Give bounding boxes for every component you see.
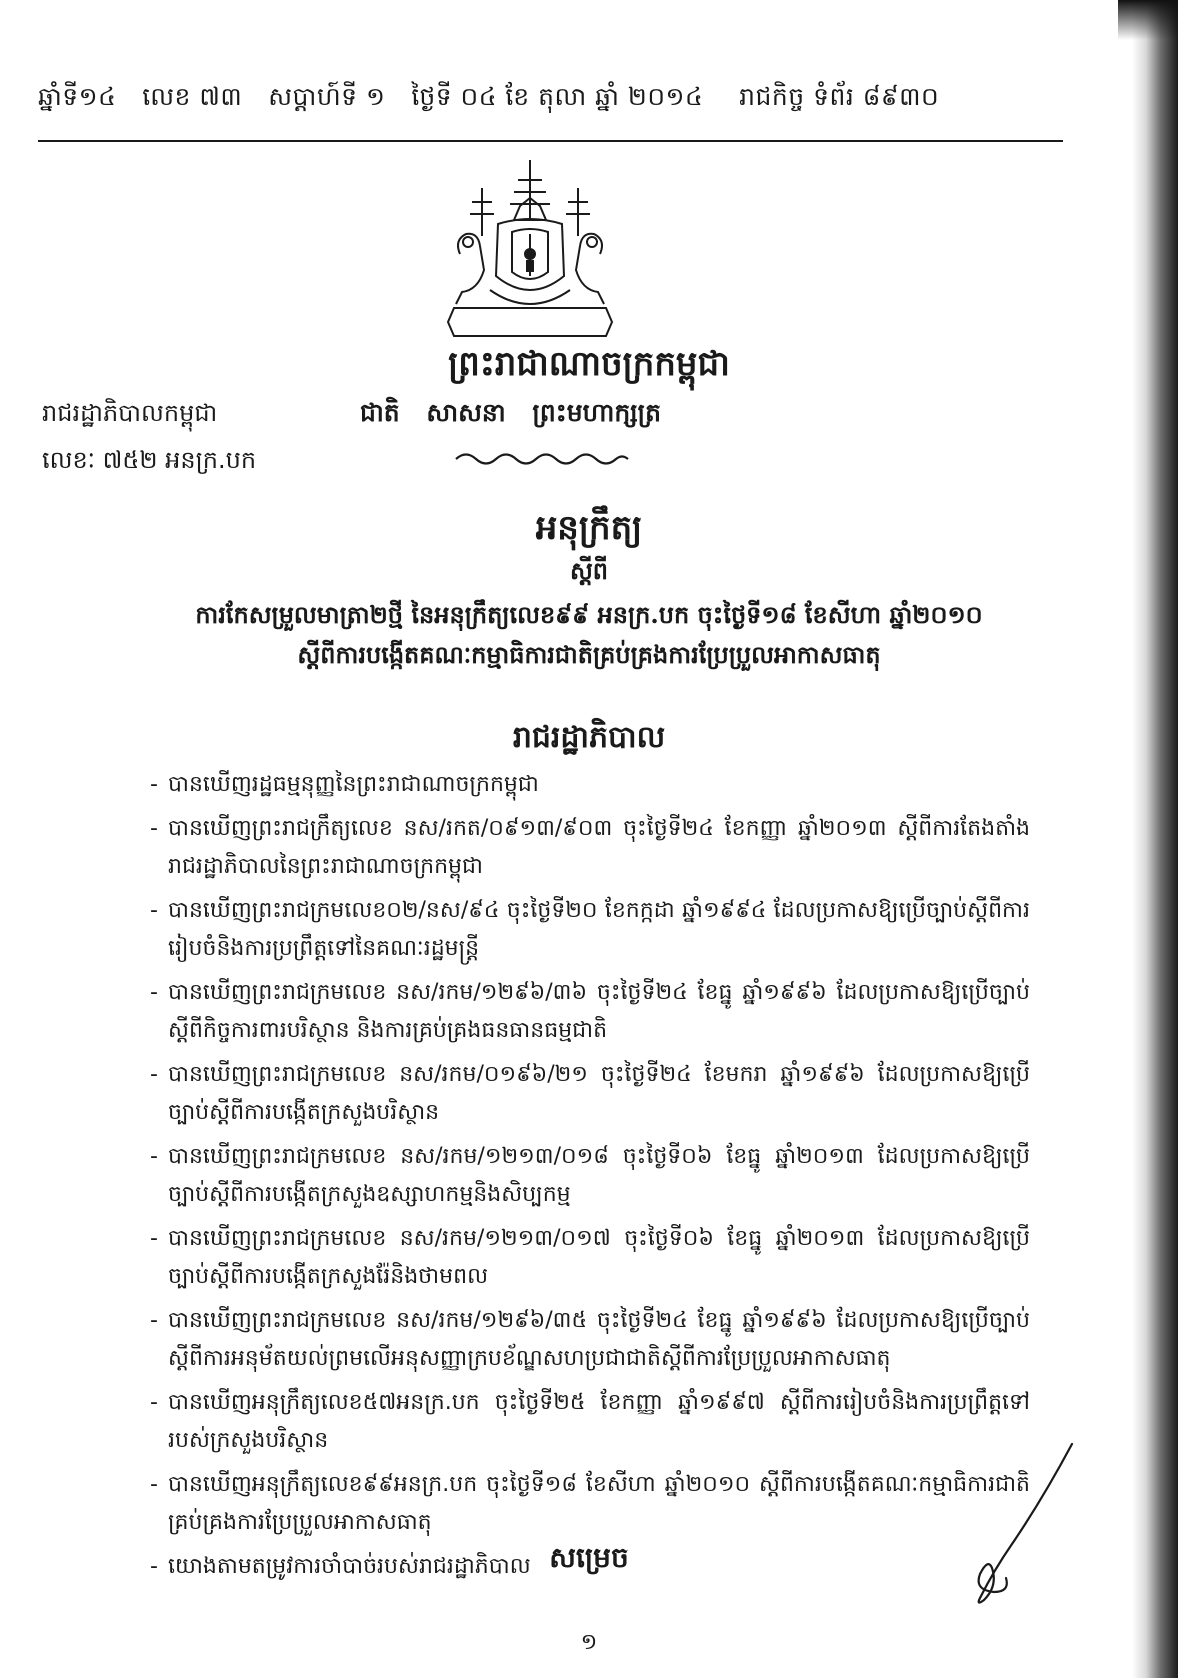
document-subject-line-2: ស្តីពីការបង្កើតគណៈកម្មាធិការជាតិគ្រប់គ្រងការប្រែប្រួលអាកាសធាតុ	[297, 640, 881, 669]
issuing-authority: រាជរដ្ឋាភិបាលកម្ពុជា	[42, 399, 218, 427]
scan-corner-shadow	[1118, 0, 1178, 40]
header-date: ថ្ងៃទី ០៤ ខែ តុលា ឆ្នាំ ២០១៤	[411, 82, 704, 111]
gazette-header	[38, 82, 1058, 118]
header-page-reference: រាជកិច្ច ទំព័រ ៨៩៣០	[739, 82, 940, 111]
scan-page-edge	[1132, 0, 1178, 1678]
decree-reference-number: លេខៈ ៧៥២ អនក្រ.បក	[42, 446, 257, 474]
kingdom-name: ព្រះរាជាណាចក្រកម្ពុជា	[448, 344, 730, 384]
preamble-item: - បានឃើញព្រះរាជក្រឹត្យលេខ នស/រកត/០៩១៣/៩០៣ ចុះថ្ងៃទី២៤ ខែកញ្ញា ឆ្នាំ២០១៣ ស្តីពីការតែងតាំងរាជរដ្ឋាភិបាលនៃព្រះរាជាណាចក្រកម្ពុជា	[150, 810, 1030, 886]
decision-heading: សម្រេច	[549, 1541, 629, 1574]
header-year: ឆ្នាំទី១៤	[38, 82, 117, 111]
document-about-label: ស្តីពី	[569, 556, 609, 585]
preamble-list	[150, 766, 1030, 1592]
header-issue: លេខ ៧៣	[142, 82, 243, 111]
document-subject-line-1: ការកែសម្រួលមាត្រា២ថ្មី នៃអនុក្រឹត្យលេខ៩៩ អនក្រ.បក ចុះថ្ងៃទី១៨ ខែសីហា ឆ្នាំ២០១០	[195, 600, 983, 629]
document-title: អនុក្រឹត្យ	[535, 508, 643, 548]
page-number: ១	[580, 1630, 598, 1655]
preamble-item: - យោងតាមតម្រូវការចាំបាច់របស់រាជរដ្ឋាភិបាល	[150, 1548, 1030, 1586]
header-divider	[38, 140, 1063, 142]
preamble-item: - បានឃើញព្រះរាជក្រមលេខ នស/រកម/០១៩៦/២១ ចុះថ្ងៃទី២៤ ខែមករា ឆ្នាំ១៩៩៦ ដែលប្រកាសឱ្យប្រើច្បាប់ស្តីពីការបង្កើតក្រសួងបរិស្ថាន	[150, 1056, 1030, 1132]
preamble-item: - បានឃើញអនុក្រឹត្យលេខ៩៩អនក្រ.បក ចុះថ្ងៃទី១៨ ខែសីហា ឆ្នាំ២០១០ ស្តីពីការបង្កើតគណៈកម្មាធិការជាតិគ្រប់គ្រងការប្រែប្រួលអាកាសធាតុ	[150, 1466, 1030, 1542]
preamble-item: - បានឃើញអនុក្រឹត្យលេខ៥៧អនក្រ.បក ចុះថ្ងៃទី២៥ ខែកញ្ញា ឆ្នាំ១៩៩៧ ស្តីពីការរៀបចំនិងការប្រព្រឹត្តទៅរបស់ក្រសួងបរិស្ថាន	[150, 1384, 1030, 1460]
header-week: សប្តាហ៍ទី ១	[268, 82, 386, 111]
handwritten-signature-icon	[950, 1440, 1080, 1610]
preamble-item: - បានឃើញព្រះរាជក្រមលេខ នស/រកម/១២១៣/០១៧ ចុះថ្ងៃទី០៦ ខែធ្នូ ឆ្នាំ២០១៣ ដែលប្រកាសឱ្យប្រើច្បាប់ស្តីពីការបង្កើតក្រសួងរ៉ែនិងថាមពល	[150, 1220, 1030, 1296]
national-motto: ជាតិ សាសនា ព្រះមហាក្សត្រ	[360, 398, 661, 427]
royal-coat-of-arms-icon	[440, 158, 620, 340]
government-heading: រាជរដ្ឋាភិបាល	[512, 720, 666, 755]
preamble-item: - បានឃើញព្រះរាជក្រមលេខ នស/រកម/១២១៣/០១៨ ចុះថ្ងៃទី០៦ ខែធ្នូ ឆ្នាំ២០១៣ ដែលប្រកាសឱ្យប្រើច្បាប់ស្តីពីការបង្កើតក្រសួងឧស្សាហកម្មនិងសិប្បកម្ម	[150, 1138, 1030, 1214]
ornamental-divider-icon	[452, 448, 632, 470]
preamble-item: - បានឃើញព្រះរាជក្រមលេខ នស/រកម/១២៩៦/៣៥ ចុះថ្ងៃទី២៤ ខែធ្នូ ឆ្នាំ១៩៩៦ ដែលប្រកាសឱ្យប្រើច្បាប់ស្តីពីការអនុម័តយល់ព្រមលើអនុសញ្ញាក្របខ័ណ្ឌសហប្រជាជាតិស្តីពីការប្រែប្រួលអាកាសធាតុ	[150, 1302, 1030, 1378]
preamble-item: - បានឃើញព្រះរាជក្រមលេខ នស/រកម/១២៩៦/៣៦ ចុះថ្ងៃទី២៤ ខែធ្នូ ឆ្នាំ១៩៩៦ ដែលប្រកាសឱ្យប្រើច្បាប់ស្តីពីកិច្ចការពារបរិស្ថាន និងការគ្រប់គ្រងធនធានធម្មជាតិ	[150, 974, 1030, 1050]
preamble-item: - បានឃើញរដ្ឋធម្មនុញ្ញនៃព្រះរាជាណាចក្រកម្ពុជា	[150, 766, 1030, 804]
preamble-item: - បានឃើញព្រះរាជក្រមលេខ០២/នស/៩៤ ចុះថ្ងៃទី២០ ខែកក្កដា ឆ្នាំ១៩៩៤ ដែលប្រកាសឱ្យប្រើច្បាប់ស្តីពីការរៀបចំនិងការប្រព្រឹត្តទៅនៃគណៈរដ្ឋមន្ត្រី	[150, 892, 1030, 968]
